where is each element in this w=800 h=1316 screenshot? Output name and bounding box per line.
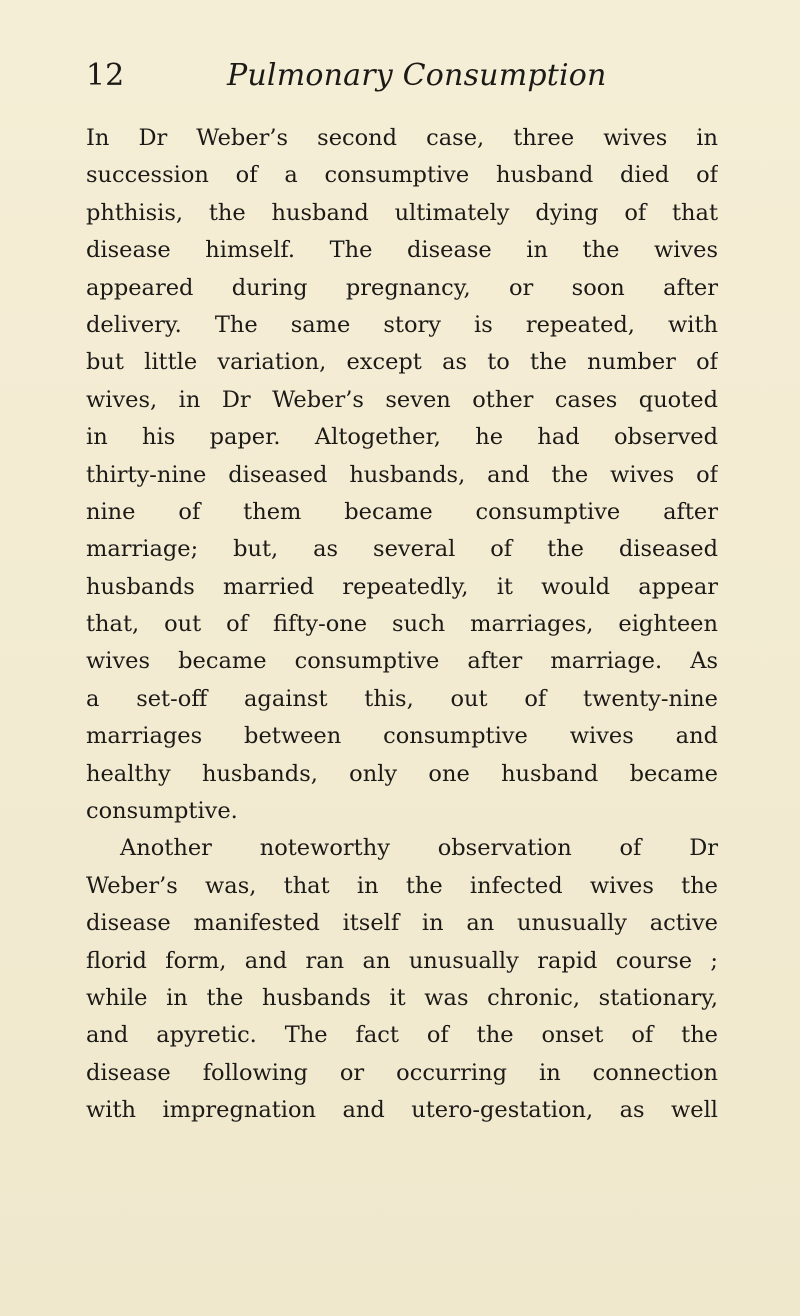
- text-line: while in the husbands it was chronic, stationary,: [86, 984, 718, 1011]
- text-line: healthy husbands, only one husband became: [86, 760, 718, 787]
- text-line: marriages between consumptive wives and: [86, 723, 718, 750]
- text-line: appeared during pregnancy, or soon after: [86, 274, 718, 301]
- text-line: husbands married repeatedly, it would appear: [86, 573, 718, 600]
- running-title: Pulmonary Consumption: [227, 58, 607, 93]
- text-line: wives became consumptive after marriage. As: [86, 648, 718, 675]
- paragraph: [86, 830, 718, 1129]
- paragraph: [86, 120, 718, 830]
- text-line: succession of a consumptive husband died of: [86, 162, 718, 189]
- text-line: delivery. The same story is repeated, with: [86, 311, 718, 338]
- page-number: 12: [86, 58, 125, 93]
- text-line: disease himself. The disease in the wives: [86, 237, 718, 264]
- text-line: disease following or occurring in connection: [86, 1059, 718, 1086]
- page-header: [86, 56, 716, 100]
- text-line: disease manifested itself in an unusually active: [86, 910, 718, 937]
- text-line: in his paper. Altogether, he had observed: [86, 424, 718, 451]
- text-line: florid form, and ran an unusually rapid course ;: [86, 947, 718, 974]
- text-line: with impregnation and utero-gestation, as well: [86, 1097, 718, 1124]
- text-line: a set-off against this, out of twenty-nine: [86, 685, 718, 712]
- text-line: marriage; but, as several of the diseased: [86, 536, 718, 563]
- text-line: wives, in Dr Weber’s seven other cases quoted: [86, 386, 718, 413]
- body-text: [86, 120, 718, 1130]
- text-line: nine of them became consumptive after: [86, 498, 718, 525]
- text-line: but little variation, except as to the number of: [86, 349, 718, 376]
- text-line: In Dr Weber’s second case, three wives in: [86, 125, 718, 151]
- text-line: Another noteworthy observation of Dr: [120, 835, 718, 862]
- text-line: consumptive.: [86, 798, 238, 825]
- text-line: that, out of fifty-one such marriages, eighteen: [86, 611, 718, 638]
- text-line: thirty-nine diseased husbands, and the wives of: [86, 461, 718, 488]
- text-line: Weber’s was, that in the infected wives the: [86, 872, 718, 899]
- text-line: and apyretic. The fact of the onset of the: [86, 1022, 718, 1049]
- text-line: phthisis, the husband ultimately dying of that: [86, 199, 718, 226]
